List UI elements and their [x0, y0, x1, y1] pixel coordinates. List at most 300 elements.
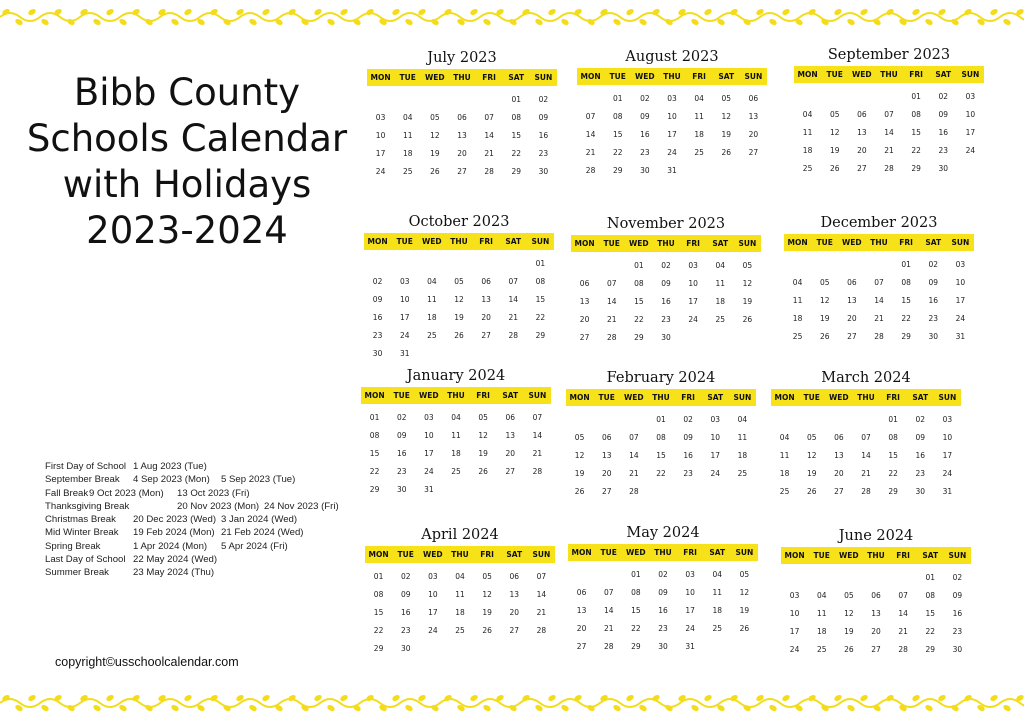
- day-cell: 20: [576, 624, 587, 633]
- day-cell: 13: [509, 590, 520, 599]
- holiday-end-date: 21 Feb 2024 (Wed): [221, 527, 304, 539]
- day-cell: 23: [661, 315, 671, 324]
- day-cell: 07: [629, 433, 639, 442]
- day-cell: 30: [915, 487, 926, 496]
- day-cell: 27: [505, 467, 516, 476]
- holiday-label: September Break: [45, 474, 120, 486]
- day-cell: 08: [925, 591, 936, 600]
- day-cell: 21: [585, 148, 596, 157]
- day-cell: 10: [942, 433, 953, 442]
- day-cell: 31: [667, 166, 677, 175]
- day-cell: 20: [579, 315, 590, 324]
- day-cell: 15: [511, 131, 522, 140]
- day-cell: 17: [424, 449, 434, 458]
- weekday-label: WED: [852, 70, 872, 79]
- day-cell: 23: [400, 626, 411, 635]
- day-cell: 10: [710, 433, 721, 442]
- day-cell: 18: [715, 297, 726, 306]
- day-cell: 24: [955, 314, 966, 323]
- weekday-label: SUN: [534, 73, 553, 82]
- weekday-label: FRI: [479, 237, 493, 246]
- day-cell: 11: [715, 279, 726, 288]
- weekday-label: FRI: [476, 391, 490, 400]
- month-calendar: [365, 525, 555, 658]
- day-cell: 17: [667, 130, 677, 139]
- title-line: with Holidays: [62, 163, 312, 206]
- day-cell: 05: [829, 110, 840, 119]
- day-cell: 23: [372, 331, 383, 340]
- month-name: May 2024: [626, 525, 700, 541]
- day-cell: 08: [373, 590, 384, 599]
- weekday-label: SUN: [738, 239, 757, 248]
- weekday-label: WED: [839, 551, 859, 560]
- day-grid: [367, 91, 557, 181]
- holiday-end-date: 5 Apr 2024 (Fri): [221, 540, 288, 552]
- day-cell: 04: [816, 591, 827, 600]
- weekday-label: WED: [419, 391, 439, 400]
- day-cell: 12: [739, 588, 750, 597]
- day-cell: 04: [715, 261, 726, 270]
- day-cell: 28: [861, 487, 871, 496]
- day-cell: 29: [373, 644, 384, 653]
- day-cell: 25: [455, 626, 465, 635]
- day-cell: 30: [938, 164, 949, 173]
- weekday-label: TUE: [598, 393, 615, 402]
- day-cell: 27: [748, 148, 759, 157]
- holiday-label: Fall Break: [45, 487, 89, 499]
- day-cell: 27: [871, 645, 881, 654]
- day-cell: 24: [965, 146, 976, 155]
- day-cell: 23: [683, 469, 693, 478]
- empty-cell: [808, 569, 835, 587]
- weekday-label: MON: [797, 70, 818, 79]
- day-cell: 06: [457, 113, 467, 122]
- day-cell: 30: [658, 642, 668, 651]
- empty-cell: [473, 255, 500, 273]
- day-cell: 23: [928, 314, 939, 323]
- day-cell: 17: [710, 451, 721, 460]
- day-cell: 15: [369, 449, 380, 458]
- day-cell: 01: [369, 413, 380, 422]
- day-cell: 11: [802, 128, 813, 137]
- weekday-label: WED: [842, 238, 862, 247]
- holiday-end-date: 24 Nov 2023 (Fri): [264, 500, 339, 512]
- day-cell: 14: [585, 130, 596, 139]
- day-cell: 07: [532, 413, 543, 422]
- month-calendar: [781, 526, 971, 659]
- day-cell: 20: [871, 627, 881, 636]
- day-cell: 28: [484, 167, 494, 176]
- day-cell: 20: [481, 313, 491, 322]
- day-cell: 09: [396, 431, 407, 440]
- day-cell: 24: [424, 467, 434, 476]
- empty-cell: [835, 569, 862, 587]
- day-cell: 13: [481, 295, 491, 304]
- day-cell: 02: [915, 415, 926, 424]
- day-cell: 09: [400, 590, 411, 599]
- weekday-label: WED: [829, 393, 849, 402]
- day-cell: 12: [574, 451, 585, 460]
- day-cell: 25: [802, 164, 813, 173]
- day-cell: 02: [952, 573, 963, 582]
- weekday-label: SAT: [506, 550, 523, 559]
- day-cell: 07: [606, 279, 617, 288]
- empty-cell: [595, 566, 622, 584]
- weekday-label: MON: [574, 239, 595, 248]
- flower-vine-border-top-icon: [0, 4, 1024, 30]
- weekday-label: THU: [447, 391, 465, 400]
- weekday-label: THU: [652, 393, 670, 402]
- weekday-label: THU: [450, 237, 468, 246]
- day-cell: 04: [792, 278, 803, 287]
- day-cell: 25: [737, 469, 748, 478]
- day-cell: 18: [792, 314, 803, 323]
- weekday-label: WED: [624, 393, 644, 402]
- day-cell: 28: [585, 166, 596, 175]
- day-cell: 25: [816, 645, 827, 654]
- weekday-label: SAT: [925, 238, 942, 247]
- day-cell: 19: [742, 297, 753, 306]
- day-cell: 07: [536, 572, 547, 581]
- day-cell: 27: [601, 487, 612, 496]
- day-cell: 13: [847, 296, 857, 305]
- day-cell: 14: [861, 451, 871, 460]
- day-cell: 22: [535, 313, 546, 322]
- holiday-label: First Day of School: [45, 461, 127, 472]
- day-cell: 03: [424, 413, 434, 422]
- empty-cell: [771, 411, 798, 429]
- day-cell: 27: [834, 487, 844, 496]
- weekday-label: THU: [654, 548, 672, 557]
- day-cell: 22: [612, 148, 623, 157]
- day-cell: 22: [369, 467, 380, 476]
- empty-cell: [821, 88, 848, 106]
- day-cell: 23: [658, 624, 668, 633]
- day-cell: 13: [857, 128, 867, 137]
- day-cell: 04: [694, 94, 704, 103]
- weekday-header: [577, 68, 767, 85]
- day-cell: 26: [739, 624, 750, 633]
- day-cell: 08: [369, 431, 380, 440]
- empty-cell: [448, 91, 475, 109]
- day-cell: 01: [535, 259, 546, 268]
- weekday-header: [571, 235, 761, 252]
- day-cell: 11: [792, 296, 803, 305]
- day-cell: 09: [938, 110, 949, 119]
- day-cell: 08: [656, 433, 666, 442]
- day-cell: 18: [694, 130, 704, 139]
- weekday-label: THU: [867, 551, 885, 560]
- weekday-label: THU: [857, 393, 875, 402]
- day-cell: 26: [430, 167, 440, 176]
- day-cell: 19: [478, 449, 488, 458]
- day-cell: 20: [847, 314, 857, 323]
- weekday-label: FRI: [909, 70, 923, 79]
- day-cell: 13: [505, 431, 516, 440]
- day-cell: 25: [451, 467, 461, 476]
- day-cell: 09: [952, 591, 963, 600]
- weekday-label: WED: [425, 73, 445, 82]
- weekday-label: SUN: [961, 70, 980, 79]
- holiday-start-date: 20 Dec 2023 (Wed): [133, 514, 217, 526]
- day-cell: 06: [509, 572, 520, 581]
- day-cell: 02: [661, 261, 671, 270]
- day-cell: 03: [955, 260, 966, 269]
- day-cell: 18: [712, 606, 723, 615]
- day-cell: 15: [901, 296, 911, 305]
- day-cell: 12: [742, 279, 753, 288]
- day-cell: 17: [955, 296, 966, 305]
- weekday-label: THU: [453, 73, 471, 82]
- day-cell: 23: [952, 627, 963, 636]
- weekday-header: [364, 233, 554, 250]
- day-cell: 24: [789, 645, 800, 654]
- empty-cell: [421, 91, 448, 109]
- day-cell: 23: [538, 149, 549, 158]
- weekday-label: SUN: [744, 72, 763, 81]
- day-cell: 21: [532, 449, 543, 458]
- day-cell: 03: [688, 261, 698, 270]
- day-cell: 11: [779, 451, 790, 460]
- day-cell: 19: [844, 627, 854, 636]
- empty-cell: [364, 255, 391, 273]
- weekday-label: TUE: [813, 551, 830, 560]
- day-cell: 26: [478, 467, 488, 476]
- day-cell: 05: [806, 433, 817, 442]
- weekday-label: MON: [580, 72, 601, 81]
- day-cell: 21: [536, 608, 547, 617]
- day-cell: 01: [901, 260, 911, 269]
- day-cell: 21: [874, 314, 884, 323]
- weekday-label: MON: [368, 550, 389, 559]
- weekday-label: MON: [571, 548, 592, 557]
- day-cell: 05: [478, 413, 488, 422]
- day-cell: 29: [631, 642, 641, 651]
- weekday-label: WED: [635, 72, 655, 81]
- day-cell: 25: [779, 487, 790, 496]
- weekday-label: MON: [367, 237, 388, 246]
- day-cell: 19: [819, 314, 830, 323]
- day-cell: 31: [942, 487, 953, 496]
- weekday-header: [794, 66, 984, 83]
- day-cell: 08: [612, 112, 623, 121]
- weekday-label: SUN: [733, 393, 752, 402]
- day-cell: 21: [508, 313, 519, 322]
- day-cell: 07: [861, 433, 871, 442]
- month-name: October 2023: [408, 214, 510, 230]
- month-calendar: [361, 366, 551, 499]
- holiday-start-date: 4 Sep 2023 (Mon): [133, 474, 210, 486]
- day-cell: 19: [430, 149, 440, 158]
- day-cell: 09: [683, 433, 693, 442]
- day-cell: 24: [942, 469, 953, 478]
- day-cell: 25: [712, 624, 723, 633]
- day-cell: 17: [685, 606, 695, 615]
- day-cell: 23: [396, 467, 407, 476]
- day-cell: 31: [685, 642, 695, 651]
- day-cell: 31: [399, 349, 410, 358]
- day-cell: 11: [402, 131, 413, 140]
- weekday-label: MON: [569, 393, 590, 402]
- weekday-header: [781, 547, 971, 564]
- day-cell: 12: [844, 609, 854, 618]
- day-cell: 19: [482, 608, 492, 617]
- empty-cell: [500, 255, 527, 273]
- day-cell: 16: [396, 449, 407, 458]
- day-cell: 26: [482, 626, 492, 635]
- day-cell: 05: [844, 591, 854, 600]
- day-cell: 01: [888, 415, 898, 424]
- day-grid: [566, 411, 756, 501]
- weekday-label: MON: [784, 551, 805, 560]
- weekday-label: FRI: [482, 73, 496, 82]
- day-cell: 08: [888, 433, 898, 442]
- day-cell: 26: [454, 331, 464, 340]
- weekday-label: TUE: [397, 550, 414, 559]
- day-grid: [364, 255, 554, 363]
- day-cell: 25: [715, 315, 726, 324]
- month-calendar: [784, 213, 974, 346]
- day-cell: 21: [606, 315, 617, 324]
- day-cell: 16: [683, 451, 693, 460]
- day-cell: 14: [536, 590, 547, 599]
- day-cell: 06: [857, 110, 867, 119]
- title-line: Bibb County: [73, 71, 301, 114]
- weekday-label: FRI: [480, 550, 494, 559]
- weekday-label: SAT: [922, 551, 939, 560]
- weekday-label: FRI: [886, 393, 900, 402]
- day-cell: 15: [888, 451, 898, 460]
- day-cell: 07: [884, 110, 894, 119]
- day-cell: 11: [737, 433, 748, 442]
- holiday-label: Spring Break: [45, 540, 101, 552]
- empty-cell: [367, 91, 394, 109]
- holiday-start-date: 9 Oct 2023 (Mon): [89, 487, 164, 499]
- day-cell: 14: [603, 606, 614, 615]
- day-cell: 25: [402, 167, 413, 176]
- day-cell: 14: [532, 431, 543, 440]
- day-cell: 29: [901, 332, 911, 341]
- weekday-label: WED: [422, 237, 442, 246]
- weekday-label: SAT: [718, 72, 735, 81]
- weekday-label: FRI: [686, 239, 700, 248]
- day-cell: 02: [938, 92, 949, 101]
- day-cell: 16: [661, 297, 671, 306]
- day-cell: 29: [634, 333, 644, 342]
- day-cell: 14: [484, 131, 494, 140]
- weekday-label: MON: [787, 238, 808, 247]
- day-cell: 30: [538, 167, 549, 176]
- day-cell: 08: [511, 113, 522, 122]
- day-cell: 21: [884, 146, 894, 155]
- copyright-text: copyright©usschoolcalendar.com: [55, 655, 239, 669]
- weekday-label: SUN: [735, 548, 754, 557]
- day-cell: 22: [925, 627, 936, 636]
- day-cell: 07: [585, 112, 596, 121]
- day-cell: 09: [915, 433, 926, 442]
- day-cell: 02: [658, 570, 668, 579]
- empty-cell: [445, 255, 472, 273]
- day-cell: 20: [509, 608, 520, 617]
- day-cell: 12: [430, 131, 440, 140]
- day-cell: 11: [694, 112, 704, 121]
- empty-cell: [794, 88, 821, 106]
- empty-cell: [476, 91, 503, 109]
- weekday-label: TUE: [393, 391, 410, 400]
- day-cell: 01: [373, 572, 384, 581]
- day-cell: 02: [396, 413, 407, 422]
- day-cell: 12: [819, 296, 830, 305]
- empty-cell: [577, 90, 604, 108]
- empty-cell: [391, 255, 418, 273]
- day-cell: 21: [629, 469, 639, 478]
- day-cell: 15: [925, 609, 936, 618]
- day-cell: 28: [884, 164, 894, 173]
- day-cell: 23: [915, 469, 926, 478]
- weekday-label: TUE: [399, 73, 416, 82]
- day-cell: 25: [427, 331, 437, 340]
- day-cell: 20: [601, 469, 612, 478]
- day-cell: 20: [457, 149, 467, 158]
- day-cell: 09: [661, 279, 671, 288]
- day-cell: 13: [576, 606, 587, 615]
- month-calendar: [364, 212, 554, 363]
- holiday-label: Mid Winter Break: [45, 527, 119, 539]
- empty-cell: [848, 88, 875, 106]
- weekday-label: SAT: [707, 393, 724, 402]
- holiday-start-date: 1 Apr 2024 (Mon): [133, 540, 208, 552]
- weekday-label: THU: [880, 70, 898, 79]
- day-cell: 14: [508, 295, 519, 304]
- day-cell: 16: [938, 128, 949, 137]
- month-name: December 2023: [820, 215, 938, 231]
- weekday-label: MON: [370, 73, 391, 82]
- day-cell: 26: [844, 645, 854, 654]
- day-cell: 10: [424, 431, 434, 440]
- day-cell: 04: [455, 572, 465, 581]
- day-cell: 26: [742, 315, 753, 324]
- title-line: Schools Calendar: [26, 117, 348, 160]
- holiday-start-date: 19 Feb 2024 (Mon): [133, 527, 215, 539]
- day-cell: 30: [372, 349, 383, 358]
- day-cell: 03: [789, 591, 800, 600]
- day-cell: 05: [574, 433, 585, 442]
- day-cell: 18: [451, 449, 461, 458]
- day-cell: 04: [427, 277, 437, 286]
- day-cell: 06: [505, 413, 516, 422]
- day-cell: 12: [478, 431, 488, 440]
- weekday-label: SAT: [709, 548, 726, 557]
- empty-cell: [865, 256, 892, 274]
- day-cell: 06: [748, 94, 759, 103]
- holiday-start-date: 23 May 2024 (Thu): [133, 567, 215, 579]
- day-cell: 15: [911, 128, 921, 137]
- day-cell: 01: [634, 261, 644, 270]
- day-cell: 22: [511, 149, 522, 158]
- weekday-label: WED: [423, 550, 443, 559]
- day-cell: 28: [874, 332, 884, 341]
- day-cell: 18: [779, 469, 790, 478]
- weekday-label: THU: [451, 550, 469, 559]
- day-cell: 03: [667, 94, 677, 103]
- day-cell: 20: [505, 449, 516, 458]
- day-cell: 10: [965, 110, 976, 119]
- day-cell: 22: [911, 146, 921, 155]
- holiday-start-date: 22 May 2024 (Wed): [133, 554, 218, 566]
- day-cell: 17: [375, 149, 386, 158]
- day-cell: 27: [579, 333, 590, 342]
- day-cell: 14: [874, 296, 884, 305]
